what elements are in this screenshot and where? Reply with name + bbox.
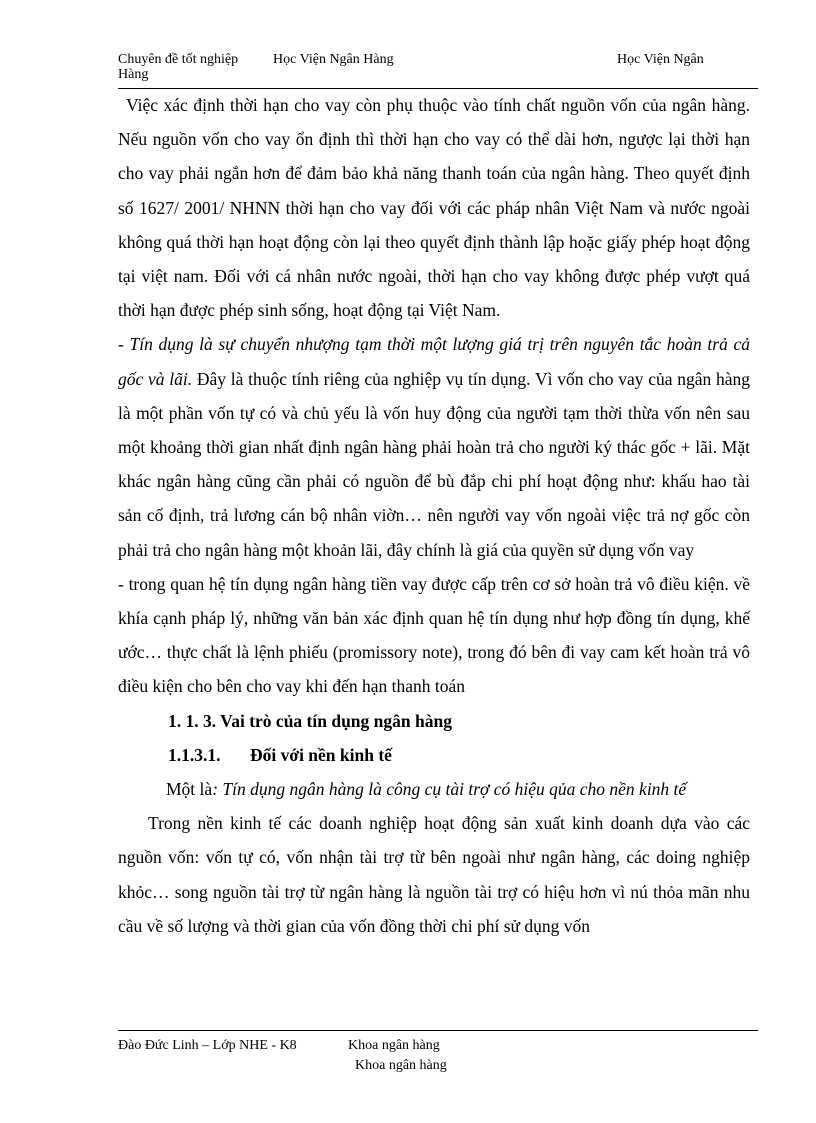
page-header [118, 52, 758, 89]
header-wrap-text: Hàng [118, 67, 149, 82]
section-heading-1131 [118, 738, 750, 772]
footer-department: Khoa ngân hàng [348, 1038, 440, 1053]
heading-1131-number: 1.1.3.1. [168, 744, 221, 765]
footer-divider [118, 1030, 758, 1031]
credit-transfer-italic: - Tín dụng là sự chuyển nhượng tạm thời một lượng giá trị trên nguyên tắc hoàn trả cả gốc và lãi. [118, 334, 750, 389]
paragraph-funding-sources: Trong nền kinh tế các doanh nghiệp hoạt động sản xuất kinh doanh dựa vào các nguồn vốn: vốn tự có, vốn nhận tài trợ từ bên ngoài như ngân hàng, các doing nghiệp khỏc… song nguồn tài trợ từ ngân hàng là nguồn tài trợ có hiệu hơn vì nú thỏa mãn nhu cầu về số lượng và thời gian của vốn đồng thời chi phí sử dụng vốn [118, 813, 750, 936]
mot-la-italic: : Tín dụng ngân hàng là công cụ tài trợ có hiệu qủa cho nền kinh tế [212, 779, 687, 800]
mot-la-label: Một là [166, 779, 213, 800]
header-right-text: Học Viện Ngân [617, 52, 704, 67]
paragraph-credit-transfer [118, 327, 750, 566]
header-left-text: Chuyên đề tốt nghiệp [118, 52, 239, 67]
paragraph-mot-la [118, 772, 750, 806]
paragraph-unconditional-repayment: - trong quan hệ tín dụng ngân hàng tiền vay được cấp trên cơ sở hoàn trả vô điều kiện. về khía cạnh pháp lý, những văn bản xác định quan hệ tín dụng như hợp đồng tín dụng, khế ước… thực chất là lệnh phiếu (promissory note), trong đó bên đi vay cam kết hoàn trả vô điều kiện cho bên cho vay khi đến hạn thanh toán [118, 573, 750, 697]
credit-transfer-text: Đây là thuộc tính riêng của nghiệp vụ tín dụng. Vì vốn cho vay của ngân hàng là một phần vốn tự có và chủ yếu là vốn huy động của người tạm thời thừa vốn nên sau một khoảng thời gian nhất định ngân hàng phải hoàn trả cho người ký thác gốc + lãi. Mặt khác ngân hàng cũng cần phải có nguồn để bù đắp chi phí hoạt động như: khấu hao tài sản cố định, trả lương cán bộ nhân viờn… nên người vay vốn ngoài việc trả nợ gốc còn phải trả cho ngân hàng một khoản lãi, đây chính là giá của quyền sử dụng vốn vay [118, 368, 750, 560]
footer-department-repeat: Khoa ngân hàng [355, 1058, 447, 1073]
paragraph-loan-term: Việc xác định thời hạn cho vay còn phụ thuộc vào tính chất nguồn vốn của ngân hàng. Nếu nguồn vốn cho vay ổn định thì thời hạn cho vay có thể dài hơn, ngược lại thời hạn cho vay phải ngắn hơn để đảm bảo khả năng thanh toán của ngân hàng. Theo quyết định số 1627/ 2001/ NHNN thời hạn cho vay đối với các pháp nhân Việt Nam và nước ngoài không quá thời hạn hoạt động còn lại theo quyết định thành lập hoặc giấy phép hoạt động tại việt nam. Đối với cá nhân nước ngoài, thời hạn cho vay không được phép vượt quá thời hạn được phép sinh sống, hoạt động tại Việt Nam. [118, 95, 750, 321]
header-middle-text: Học Viện Ngân Hàng [273, 52, 394, 67]
heading-1131-title: Đối với nền kinh tế [250, 744, 392, 765]
section-heading-113: 1. 1. 3. Vai trò của tín dụng ngân hàng [168, 710, 452, 731]
document-body [118, 88, 750, 943]
footer-author: Đào Đức Linh – Lớp NHE - K8 [118, 1038, 297, 1053]
